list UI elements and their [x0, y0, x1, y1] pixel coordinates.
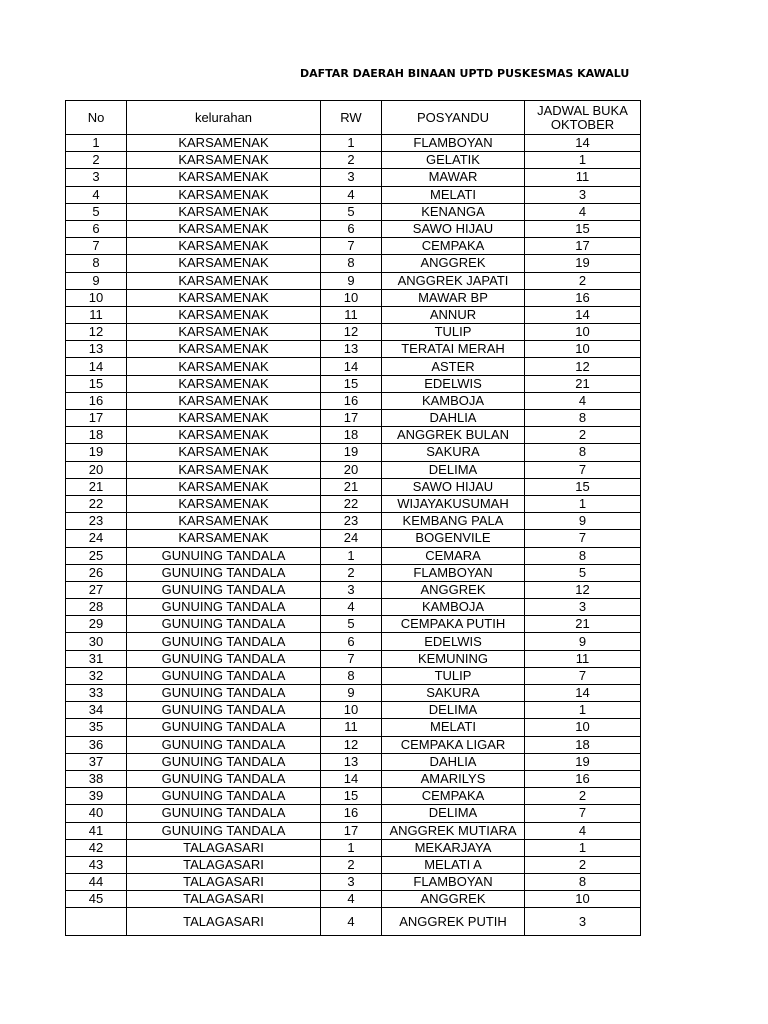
- header-jadwal: [525, 101, 641, 135]
- cell-no: [66, 908, 127, 936]
- cell-rw: 17: [321, 822, 382, 839]
- table-row: [66, 839, 641, 856]
- cell-jadwal: 12: [525, 358, 641, 375]
- table-row: [66, 667, 641, 684]
- cell-posyandu: CEMPAKA: [382, 238, 525, 255]
- cell-posyandu: KEMBANG PALA: [382, 513, 525, 530]
- cell-jadwal: 11: [525, 169, 641, 186]
- cell-rw: 15: [321, 788, 382, 805]
- cell-no: 42: [66, 839, 127, 856]
- table-row: [66, 461, 641, 478]
- cell-kelurahan: GUNUING TANDALA: [127, 719, 321, 736]
- cell-kelurahan: KARSAMENAK: [127, 152, 321, 169]
- table-row: [66, 530, 641, 547]
- cell-no: 40: [66, 805, 127, 822]
- header-jadwal-line2: OKTOBER: [550, 116, 615, 132]
- cell-posyandu: EDELWIS: [382, 375, 525, 392]
- cell-jadwal: 21: [525, 616, 641, 633]
- table-row: [66, 891, 641, 908]
- cell-posyandu: TULIP: [382, 324, 525, 341]
- cell-kelurahan: KARSAMENAK: [127, 289, 321, 306]
- cell-no: 39: [66, 788, 127, 805]
- cell-kelurahan: KARSAMENAK: [127, 341, 321, 358]
- cell-no: 30: [66, 633, 127, 650]
- cell-posyandu: MAWAR BP: [382, 289, 525, 306]
- cell-jadwal: 4: [525, 822, 641, 839]
- cell-jadwal: 2: [525, 856, 641, 873]
- cell-posyandu: ASTER: [382, 358, 525, 375]
- cell-rw: 2: [321, 152, 382, 169]
- cell-no: 1: [66, 135, 127, 152]
- cell-posyandu: MELATI: [382, 186, 525, 203]
- cell-no: 37: [66, 753, 127, 770]
- table-row: [66, 513, 641, 530]
- cell-rw: 5: [321, 616, 382, 633]
- cell-no: 17: [66, 410, 127, 427]
- table-row: [66, 427, 641, 444]
- cell-jadwal: 3: [525, 186, 641, 203]
- table-row: [66, 599, 641, 616]
- cell-rw: 3: [321, 581, 382, 598]
- cell-rw: 14: [321, 358, 382, 375]
- cell-jadwal: 15: [525, 478, 641, 495]
- cell-rw: 1: [321, 135, 382, 152]
- cell-rw: 23: [321, 513, 382, 530]
- cell-kelurahan: TALAGASARI: [127, 874, 321, 891]
- cell-jadwal: 10: [525, 891, 641, 908]
- cell-posyandu: TERATAI MERAH: [382, 341, 525, 358]
- cell-kelurahan: KARSAMENAK: [127, 220, 321, 237]
- cell-no: 21: [66, 478, 127, 495]
- cell-no: 7: [66, 238, 127, 255]
- cell-posyandu: FLAMBOYAN: [382, 564, 525, 581]
- cell-posyandu: FLAMBOYAN: [382, 874, 525, 891]
- cell-posyandu: CEMARA: [382, 547, 525, 564]
- table-row: [66, 289, 641, 306]
- cell-no: 10: [66, 289, 127, 306]
- cell-kelurahan: KARSAMENAK: [127, 461, 321, 478]
- table-row: [66, 495, 641, 512]
- cell-kelurahan: GUNUING TANDALA: [127, 633, 321, 650]
- cell-posyandu: MELATI: [382, 719, 525, 736]
- cell-posyandu: ANGGREK BULAN: [382, 427, 525, 444]
- cell-kelurahan: GUNUING TANDALA: [127, 822, 321, 839]
- cell-no: 8: [66, 255, 127, 272]
- cell-no: 44: [66, 874, 127, 891]
- cell-posyandu: CEMPAKA: [382, 788, 525, 805]
- cell-jadwal: 19: [525, 753, 641, 770]
- cell-kelurahan: KARSAMENAK: [127, 495, 321, 512]
- cell-rw: 13: [321, 341, 382, 358]
- cell-jadwal: 15: [525, 220, 641, 237]
- cell-posyandu: TULIP: [382, 667, 525, 684]
- table-row: [66, 220, 641, 237]
- table-body: [66, 135, 641, 936]
- table-row: [66, 169, 641, 186]
- cell-kelurahan: GUNUING TANDALA: [127, 753, 321, 770]
- table-row: [66, 788, 641, 805]
- cell-posyandu: KENANGA: [382, 203, 525, 220]
- cell-jadwal: 7: [525, 530, 641, 547]
- table-row: [66, 564, 641, 581]
- cell-rw: 6: [321, 220, 382, 237]
- table-row: [66, 324, 641, 341]
- cell-rw: 16: [321, 392, 382, 409]
- cell-kelurahan: GUNUING TANDALA: [127, 564, 321, 581]
- cell-no: 12: [66, 324, 127, 341]
- cell-rw: 2: [321, 564, 382, 581]
- cell-jadwal: 9: [525, 633, 641, 650]
- header-no: No: [66, 101, 127, 135]
- cell-kelurahan: KARSAMENAK: [127, 186, 321, 203]
- cell-jadwal: 1: [525, 702, 641, 719]
- cell-no: 23: [66, 513, 127, 530]
- cell-jadwal: 8: [525, 410, 641, 427]
- cell-rw: 11: [321, 306, 382, 323]
- cell-posyandu: ANGGREK JAPATI: [382, 272, 525, 289]
- cell-posyandu: DELIMA: [382, 702, 525, 719]
- cell-posyandu: DAHLIA: [382, 753, 525, 770]
- table-row: [66, 186, 641, 203]
- cell-posyandu: ANNUR: [382, 306, 525, 323]
- cell-kelurahan: GUNUING TANDALA: [127, 616, 321, 633]
- cell-jadwal: 16: [525, 289, 641, 306]
- cell-posyandu: FLAMBOYAN: [382, 135, 525, 152]
- cell-posyandu: GELATIK: [382, 152, 525, 169]
- table-row: [66, 822, 641, 839]
- cell-rw: 15: [321, 375, 382, 392]
- cell-rw: 3: [321, 169, 382, 186]
- cell-jadwal: 21: [525, 375, 641, 392]
- cell-kelurahan: KARSAMENAK: [127, 513, 321, 530]
- table-row: [66, 255, 641, 272]
- cell-jadwal: 1: [525, 152, 641, 169]
- cell-rw: 9: [321, 272, 382, 289]
- table-row: [66, 805, 641, 822]
- cell-posyandu: KAMBOJA: [382, 392, 525, 409]
- cell-rw: 12: [321, 736, 382, 753]
- cell-kelurahan: GUNUING TANDALA: [127, 650, 321, 667]
- cell-no: 26: [66, 564, 127, 581]
- table-row: [66, 341, 641, 358]
- cell-no: 45: [66, 891, 127, 908]
- cell-no: 19: [66, 444, 127, 461]
- cell-no: 27: [66, 581, 127, 598]
- cell-rw: 19: [321, 444, 382, 461]
- cell-no: 31: [66, 650, 127, 667]
- cell-rw: 21: [321, 478, 382, 495]
- cell-jadwal: 14: [525, 135, 641, 152]
- cell-no: 35: [66, 719, 127, 736]
- cell-rw: 2: [321, 856, 382, 873]
- table-row: [66, 238, 641, 255]
- cell-jadwal: 7: [525, 667, 641, 684]
- table-row: [66, 410, 641, 427]
- cell-jadwal: 8: [525, 874, 641, 891]
- cell-kelurahan: KARSAMENAK: [127, 392, 321, 409]
- cell-jadwal: 7: [525, 461, 641, 478]
- cell-no: 2: [66, 152, 127, 169]
- cell-no: 9: [66, 272, 127, 289]
- cell-kelurahan: KARSAMENAK: [127, 272, 321, 289]
- cell-rw: 10: [321, 289, 382, 306]
- cell-kelurahan: GUNUING TANDALA: [127, 736, 321, 753]
- cell-jadwal: 12: [525, 581, 641, 598]
- table-row: [66, 135, 641, 152]
- cell-rw: 24: [321, 530, 382, 547]
- cell-kelurahan: KARSAMENAK: [127, 478, 321, 495]
- table-row: [66, 753, 641, 770]
- cell-posyandu: WIJAYAKUSUMAH: [382, 495, 525, 512]
- cell-jadwal: 8: [525, 444, 641, 461]
- cell-kelurahan: GUNUING TANDALA: [127, 599, 321, 616]
- cell-no: 13: [66, 341, 127, 358]
- table-row: [66, 633, 641, 650]
- cell-rw: 8: [321, 255, 382, 272]
- table-row: [66, 856, 641, 873]
- cell-posyandu: SAWO HIJAU: [382, 220, 525, 237]
- cell-jadwal: 3: [525, 908, 641, 936]
- cell-no: 16: [66, 392, 127, 409]
- cell-rw: 22: [321, 495, 382, 512]
- table-row: [66, 581, 641, 598]
- cell-kelurahan: TALAGASARI: [127, 839, 321, 856]
- header-kelurahan: kelurahan: [127, 101, 321, 135]
- cell-no: 14: [66, 358, 127, 375]
- cell-rw: 17: [321, 410, 382, 427]
- cell-kelurahan: KARSAMENAK: [127, 427, 321, 444]
- header-row: [66, 101, 641, 135]
- cell-jadwal: 2: [525, 788, 641, 805]
- cell-jadwal: 10: [525, 324, 641, 341]
- cell-posyandu: MAWAR: [382, 169, 525, 186]
- cell-kelurahan: GUNUING TANDALA: [127, 702, 321, 719]
- table-row: [66, 152, 641, 169]
- table-row: [66, 736, 641, 753]
- cell-rw: 4: [321, 186, 382, 203]
- cell-kelurahan: KARSAMENAK: [127, 444, 321, 461]
- cell-no: 4: [66, 186, 127, 203]
- cell-no: 34: [66, 702, 127, 719]
- cell-jadwal: 16: [525, 770, 641, 787]
- cell-posyandu: CEMPAKA LIGAR: [382, 736, 525, 753]
- table-row: [66, 203, 641, 220]
- cell-rw: 7: [321, 238, 382, 255]
- cell-kelurahan: KARSAMENAK: [127, 530, 321, 547]
- table-row: [66, 444, 641, 461]
- table-row: [66, 358, 641, 375]
- cell-no: 24: [66, 530, 127, 547]
- cell-posyandu: ANGGREK: [382, 255, 525, 272]
- cell-posyandu: ANGGREK MUTIARA: [382, 822, 525, 839]
- cell-rw: 11: [321, 719, 382, 736]
- cell-jadwal: 7: [525, 805, 641, 822]
- header-rw: RW: [321, 101, 382, 135]
- cell-no: 5: [66, 203, 127, 220]
- cell-kelurahan: KARSAMENAK: [127, 306, 321, 323]
- cell-kelurahan: KARSAMENAK: [127, 410, 321, 427]
- cell-rw: 4: [321, 891, 382, 908]
- cell-rw: 4: [321, 908, 382, 936]
- cell-rw: 14: [321, 770, 382, 787]
- cell-posyandu: EDELWIS: [382, 633, 525, 650]
- cell-no: 36: [66, 736, 127, 753]
- cell-rw: 16: [321, 805, 382, 822]
- page-title: DAFTAR DAERAH BINAAN UPTD PUSKESMAS KAWALU: [300, 67, 630, 80]
- cell-jadwal: 2: [525, 427, 641, 444]
- cell-rw: 3: [321, 874, 382, 891]
- cell-no: 22: [66, 495, 127, 512]
- cell-rw: 1: [321, 839, 382, 856]
- table-row: [66, 719, 641, 736]
- cell-posyandu: SAWO HIJAU: [382, 478, 525, 495]
- cell-rw: 8: [321, 667, 382, 684]
- cell-jadwal: 2: [525, 272, 641, 289]
- cell-no: 3: [66, 169, 127, 186]
- cell-jadwal: 3: [525, 599, 641, 616]
- cell-posyandu: MELATI A: [382, 856, 525, 873]
- table-row: [66, 375, 641, 392]
- cell-posyandu: DELIMA: [382, 461, 525, 478]
- table-row: [66, 272, 641, 289]
- cell-jadwal: 1: [525, 839, 641, 856]
- cell-posyandu: ANGGREK PUTIH: [382, 908, 525, 936]
- cell-kelurahan: KARSAMENAK: [127, 324, 321, 341]
- header-jadwal-line1: JADWAL BUKA: [537, 102, 628, 118]
- cell-rw: 18: [321, 427, 382, 444]
- cell-posyandu: ANGGREK: [382, 891, 525, 908]
- cell-no: 18: [66, 427, 127, 444]
- cell-jadwal: 17: [525, 238, 641, 255]
- cell-posyandu: SAKURA: [382, 444, 525, 461]
- cell-jadwal: 4: [525, 392, 641, 409]
- cell-kelurahan: KARSAMENAK: [127, 238, 321, 255]
- cell-jadwal: 19: [525, 255, 641, 272]
- cell-kelurahan: GUNUING TANDALA: [127, 547, 321, 564]
- table-row: [66, 616, 641, 633]
- cell-rw: 6: [321, 633, 382, 650]
- cell-posyandu: DAHLIA: [382, 410, 525, 427]
- cell-kelurahan: KARSAMENAK: [127, 375, 321, 392]
- cell-kelurahan: KARSAMENAK: [127, 358, 321, 375]
- cell-rw: 13: [321, 753, 382, 770]
- table-header: [66, 101, 641, 135]
- cell-rw: 5: [321, 203, 382, 220]
- cell-rw: 4: [321, 599, 382, 616]
- cell-jadwal: 18: [525, 736, 641, 753]
- cell-no: 11: [66, 306, 127, 323]
- cell-no: 15: [66, 375, 127, 392]
- cell-jadwal: 4: [525, 203, 641, 220]
- cell-kelurahan: KARSAMENAK: [127, 255, 321, 272]
- cell-no: 28: [66, 599, 127, 616]
- cell-posyandu: KAMBOJA: [382, 599, 525, 616]
- cell-jadwal: 8: [525, 547, 641, 564]
- cell-rw: 9: [321, 685, 382, 702]
- cell-kelurahan: KARSAMENAK: [127, 203, 321, 220]
- header-posyandu: POSYANDU: [382, 101, 525, 135]
- cell-no: 38: [66, 770, 127, 787]
- cell-kelurahan: TALAGASARI: [127, 891, 321, 908]
- table-row: [66, 650, 641, 667]
- cell-posyandu: CEMPAKA PUTIH: [382, 616, 525, 633]
- posyandu-table: [65, 100, 641, 936]
- cell-no: 43: [66, 856, 127, 873]
- cell-rw: 1: [321, 547, 382, 564]
- cell-posyandu: KEMUNING: [382, 650, 525, 667]
- table-row: [66, 547, 641, 564]
- table-row: [66, 478, 641, 495]
- cell-no: 41: [66, 822, 127, 839]
- cell-kelurahan: KARSAMENAK: [127, 169, 321, 186]
- table-row: [66, 874, 641, 891]
- cell-no: 6: [66, 220, 127, 237]
- cell-jadwal: 1: [525, 495, 641, 512]
- cell-kelurahan: GUNUING TANDALA: [127, 805, 321, 822]
- table-row: [66, 685, 641, 702]
- cell-posyandu: ANGGREK: [382, 581, 525, 598]
- cell-kelurahan: GUNUING TANDALA: [127, 667, 321, 684]
- cell-jadwal: 14: [525, 306, 641, 323]
- cell-jadwal: 10: [525, 341, 641, 358]
- cell-no: 29: [66, 616, 127, 633]
- cell-posyandu: AMARILYS: [382, 770, 525, 787]
- cell-kelurahan: GUNUING TANDALA: [127, 581, 321, 598]
- table-row: [66, 306, 641, 323]
- cell-no: 33: [66, 685, 127, 702]
- cell-posyandu: MEKARJAYA: [382, 839, 525, 856]
- table-row: [66, 770, 641, 787]
- cell-posyandu: SAKURA: [382, 685, 525, 702]
- cell-jadwal: 5: [525, 564, 641, 581]
- table-row: [66, 908, 641, 936]
- cell-jadwal: 9: [525, 513, 641, 530]
- cell-kelurahan: TALAGASARI: [127, 908, 321, 936]
- table-row: [66, 702, 641, 719]
- cell-jadwal: 11: [525, 650, 641, 667]
- cell-kelurahan: GUNUING TANDALA: [127, 770, 321, 787]
- cell-kelurahan: KARSAMENAK: [127, 135, 321, 152]
- table-row: [66, 392, 641, 409]
- cell-no: 32: [66, 667, 127, 684]
- cell-posyandu: DELIMA: [382, 805, 525, 822]
- cell-jadwal: 14: [525, 685, 641, 702]
- cell-rw: 10: [321, 702, 382, 719]
- cell-kelurahan: GUNUING TANDALA: [127, 788, 321, 805]
- cell-no: 25: [66, 547, 127, 564]
- cell-kelurahan: TALAGASARI: [127, 856, 321, 873]
- cell-kelurahan: GUNUING TANDALA: [127, 685, 321, 702]
- cell-rw: 7: [321, 650, 382, 667]
- cell-no: 20: [66, 461, 127, 478]
- cell-jadwal: 10: [525, 719, 641, 736]
- cell-rw: 12: [321, 324, 382, 341]
- cell-rw: 20: [321, 461, 382, 478]
- cell-posyandu: BOGENVILE: [382, 530, 525, 547]
